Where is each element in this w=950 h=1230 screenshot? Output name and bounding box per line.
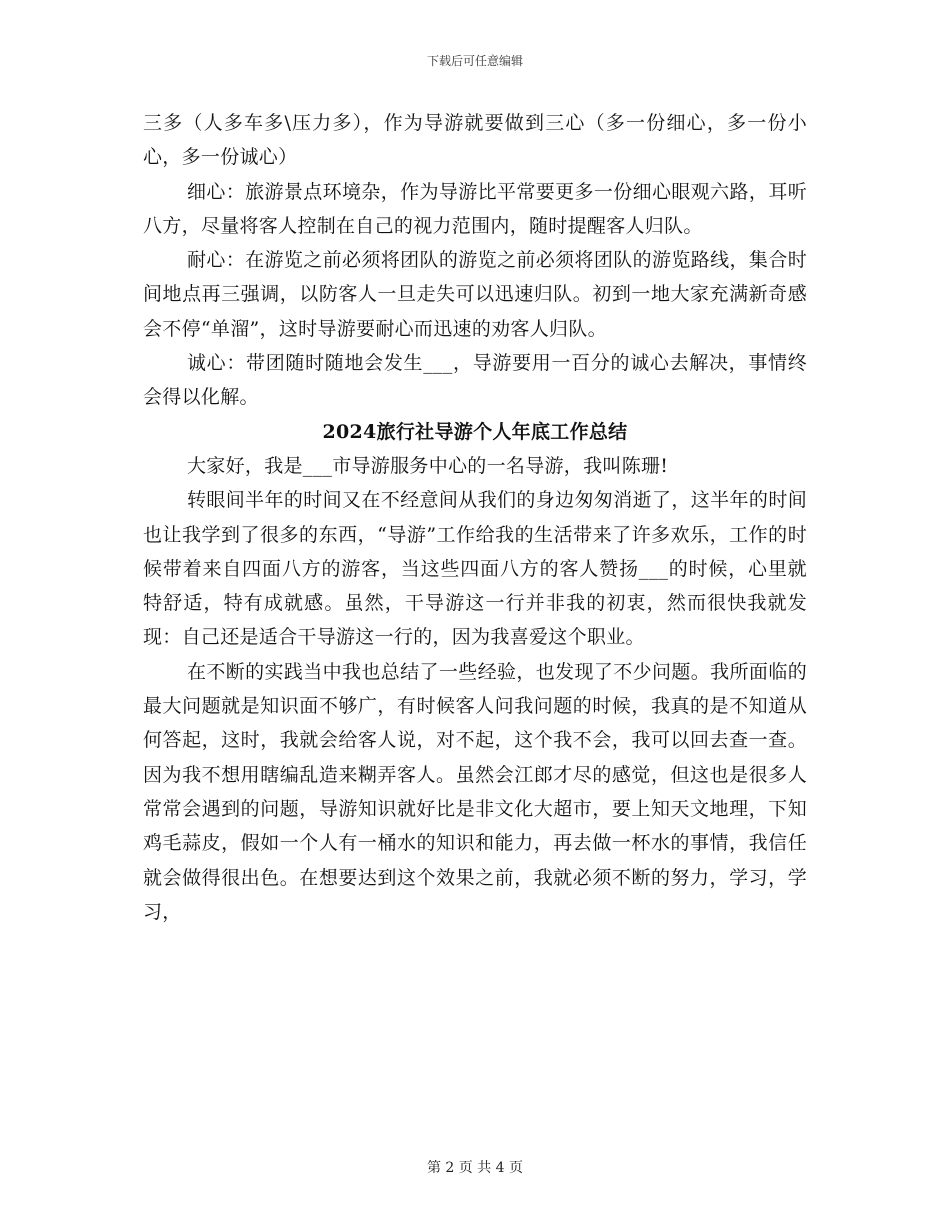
paragraph-three-more: 三多（人多车多\压力多），作为导游就要做到三心（多一份细心，多一份小心，多一份诚心）: [143, 112, 807, 169]
document-body: [143, 106, 807, 929]
paragraph-patience: 耐心：在游览之前必须将团队的游览之前必须将团队的游览路线，集合时间地点再三强调，以防客人一旦走失可以迅速归队。初到一地大家充满新奇感会不停“单溜”，这时导游要耐心而迅速的劝客人归队。: [143, 249, 807, 340]
paragraph-half-year: 转眼间半年的时间又在不经意间从我们的身边匆匆消逝了，这半年的时间也让我学到了很多的东西，“导游”工作给我的生活带来了许多欢乐，工作的时候带着来自四面八方的游客，当这些四面八方的客人赞扬___的时候，心里就特舒适，特有成就感。虽然，干导游这一行并非我的初衷，然而很快我就发现：自己还是适合干导游这一行的，因为我喜爱这个职业。: [143, 489, 807, 649]
paragraph-experience: 在不断的实践当中我也总结了一些经验，也发现了不少问题。我所面临的最大问题就是知识面不够广，有时候客人问我问题的时候，我真的是不知道从何答起，这时，我就会给客人说，对不起，这个我不会，我可以回去查一查。因为我不想用瞎编乱造来糊弄客人。虽然会江郎才尽的感觉，但这也是很多人常常会遇到的问题，导游知识就好比是非文化大超市，要上知天文地理，下知鸡毛蒜皮，假如一个人有一桶水的知识和能力，再去做一杯水的事情，我信任就会做得很出色。在想要达到这个效果之前，我就必须不断的努力，学习，学习，: [143, 660, 807, 923]
paragraph-sincerity: 诚心：带团随时随地会发生___，导游要用一百分的诚心去解决，事情终会得以化解。: [143, 352, 807, 409]
page-header-note: 下载后可任意编辑: [426, 54, 523, 68]
paragraph-careful: 细心：旅游景点环境杂，作为导游比平常要更多一份细心眼观六路，耳听八方，尽量将客人控制在自己的视力范围内，随时提醒客人归队。: [143, 180, 807, 237]
section-title: 2024旅行社导游个人年底工作总结: [322, 420, 628, 443]
paragraph-greeting: 大家好，我是___市导游服务中心的一名导游，我叫陈珊!: [187, 454, 669, 477]
page-number: 第 2 页 共 4 页: [426, 1160, 524, 1176]
